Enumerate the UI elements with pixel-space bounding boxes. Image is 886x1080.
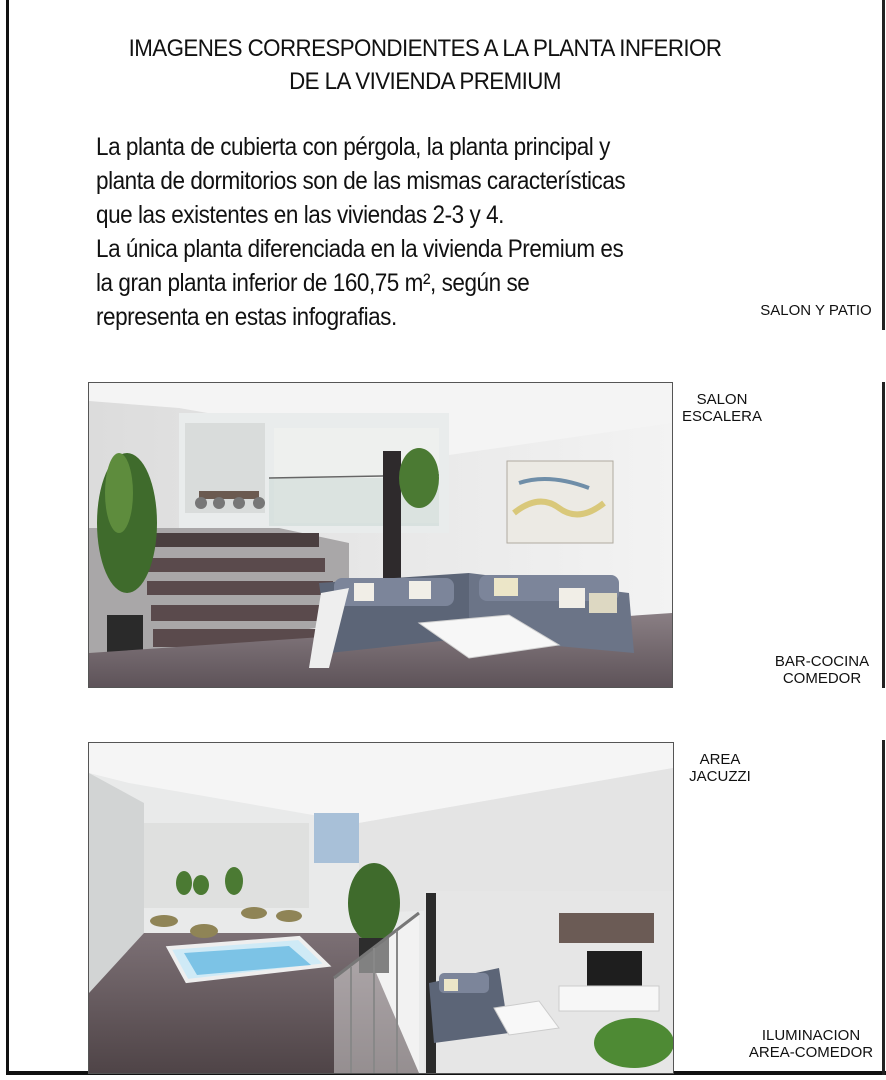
label-comedor: COMEDOR [782,670,862,687]
page-border-right-middle [882,382,885,688]
label-iluminacion-area-comedor [740,1027,882,1061]
page-border-left [6,0,9,1074]
page-border-right-bottom [882,740,885,1075]
paragraph-line-1: La planta de cubierta con pérgola, la planta principal y [96,133,610,161]
label-salon-escalera [676,391,768,425]
label-salon-patio: SALON Y PATIO [760,302,872,319]
jacuzzi-area-render [88,742,674,1074]
label-salon: SALON [696,391,748,408]
label-area: AREA [699,751,741,768]
page-title [58,32,793,98]
label-area-jacuzzi [680,751,760,785]
paragraph-line-2: planta de dormitorios son de las mismas características [96,167,626,195]
page-border-right-top [882,0,885,330]
title-line-2: DE LA VIVIENDA PREMIUM [289,68,561,95]
label-area-comedor: AREA-COMEDOR [748,1044,874,1061]
label-bar-cocina: BAR-COCINA [774,653,870,670]
label-jacuzzi: JACUZZI [689,768,751,785]
living-room-render [88,382,673,688]
label-iluminacion: ILUMINACION [761,1027,861,1044]
paragraph-line-3: que las existentes en las viviendas 2-3 y 4. [96,201,504,229]
paragraph-line-6: representa en estas infografias. [96,303,397,331]
paragraph-line-5: la gran planta inferior de 160,75 m², según se [96,269,530,297]
description-paragraph [96,130,672,334]
label-escalera: ESCALERA [681,408,763,425]
label-bar-cocina-comedor [766,653,878,687]
title-line-1: IMAGENES CORRESPONDIENTES A LA PLANTA INFERIOR [128,35,722,62]
paragraph-line-4: La única planta diferenciada en la vivienda Premium es [96,235,624,263]
